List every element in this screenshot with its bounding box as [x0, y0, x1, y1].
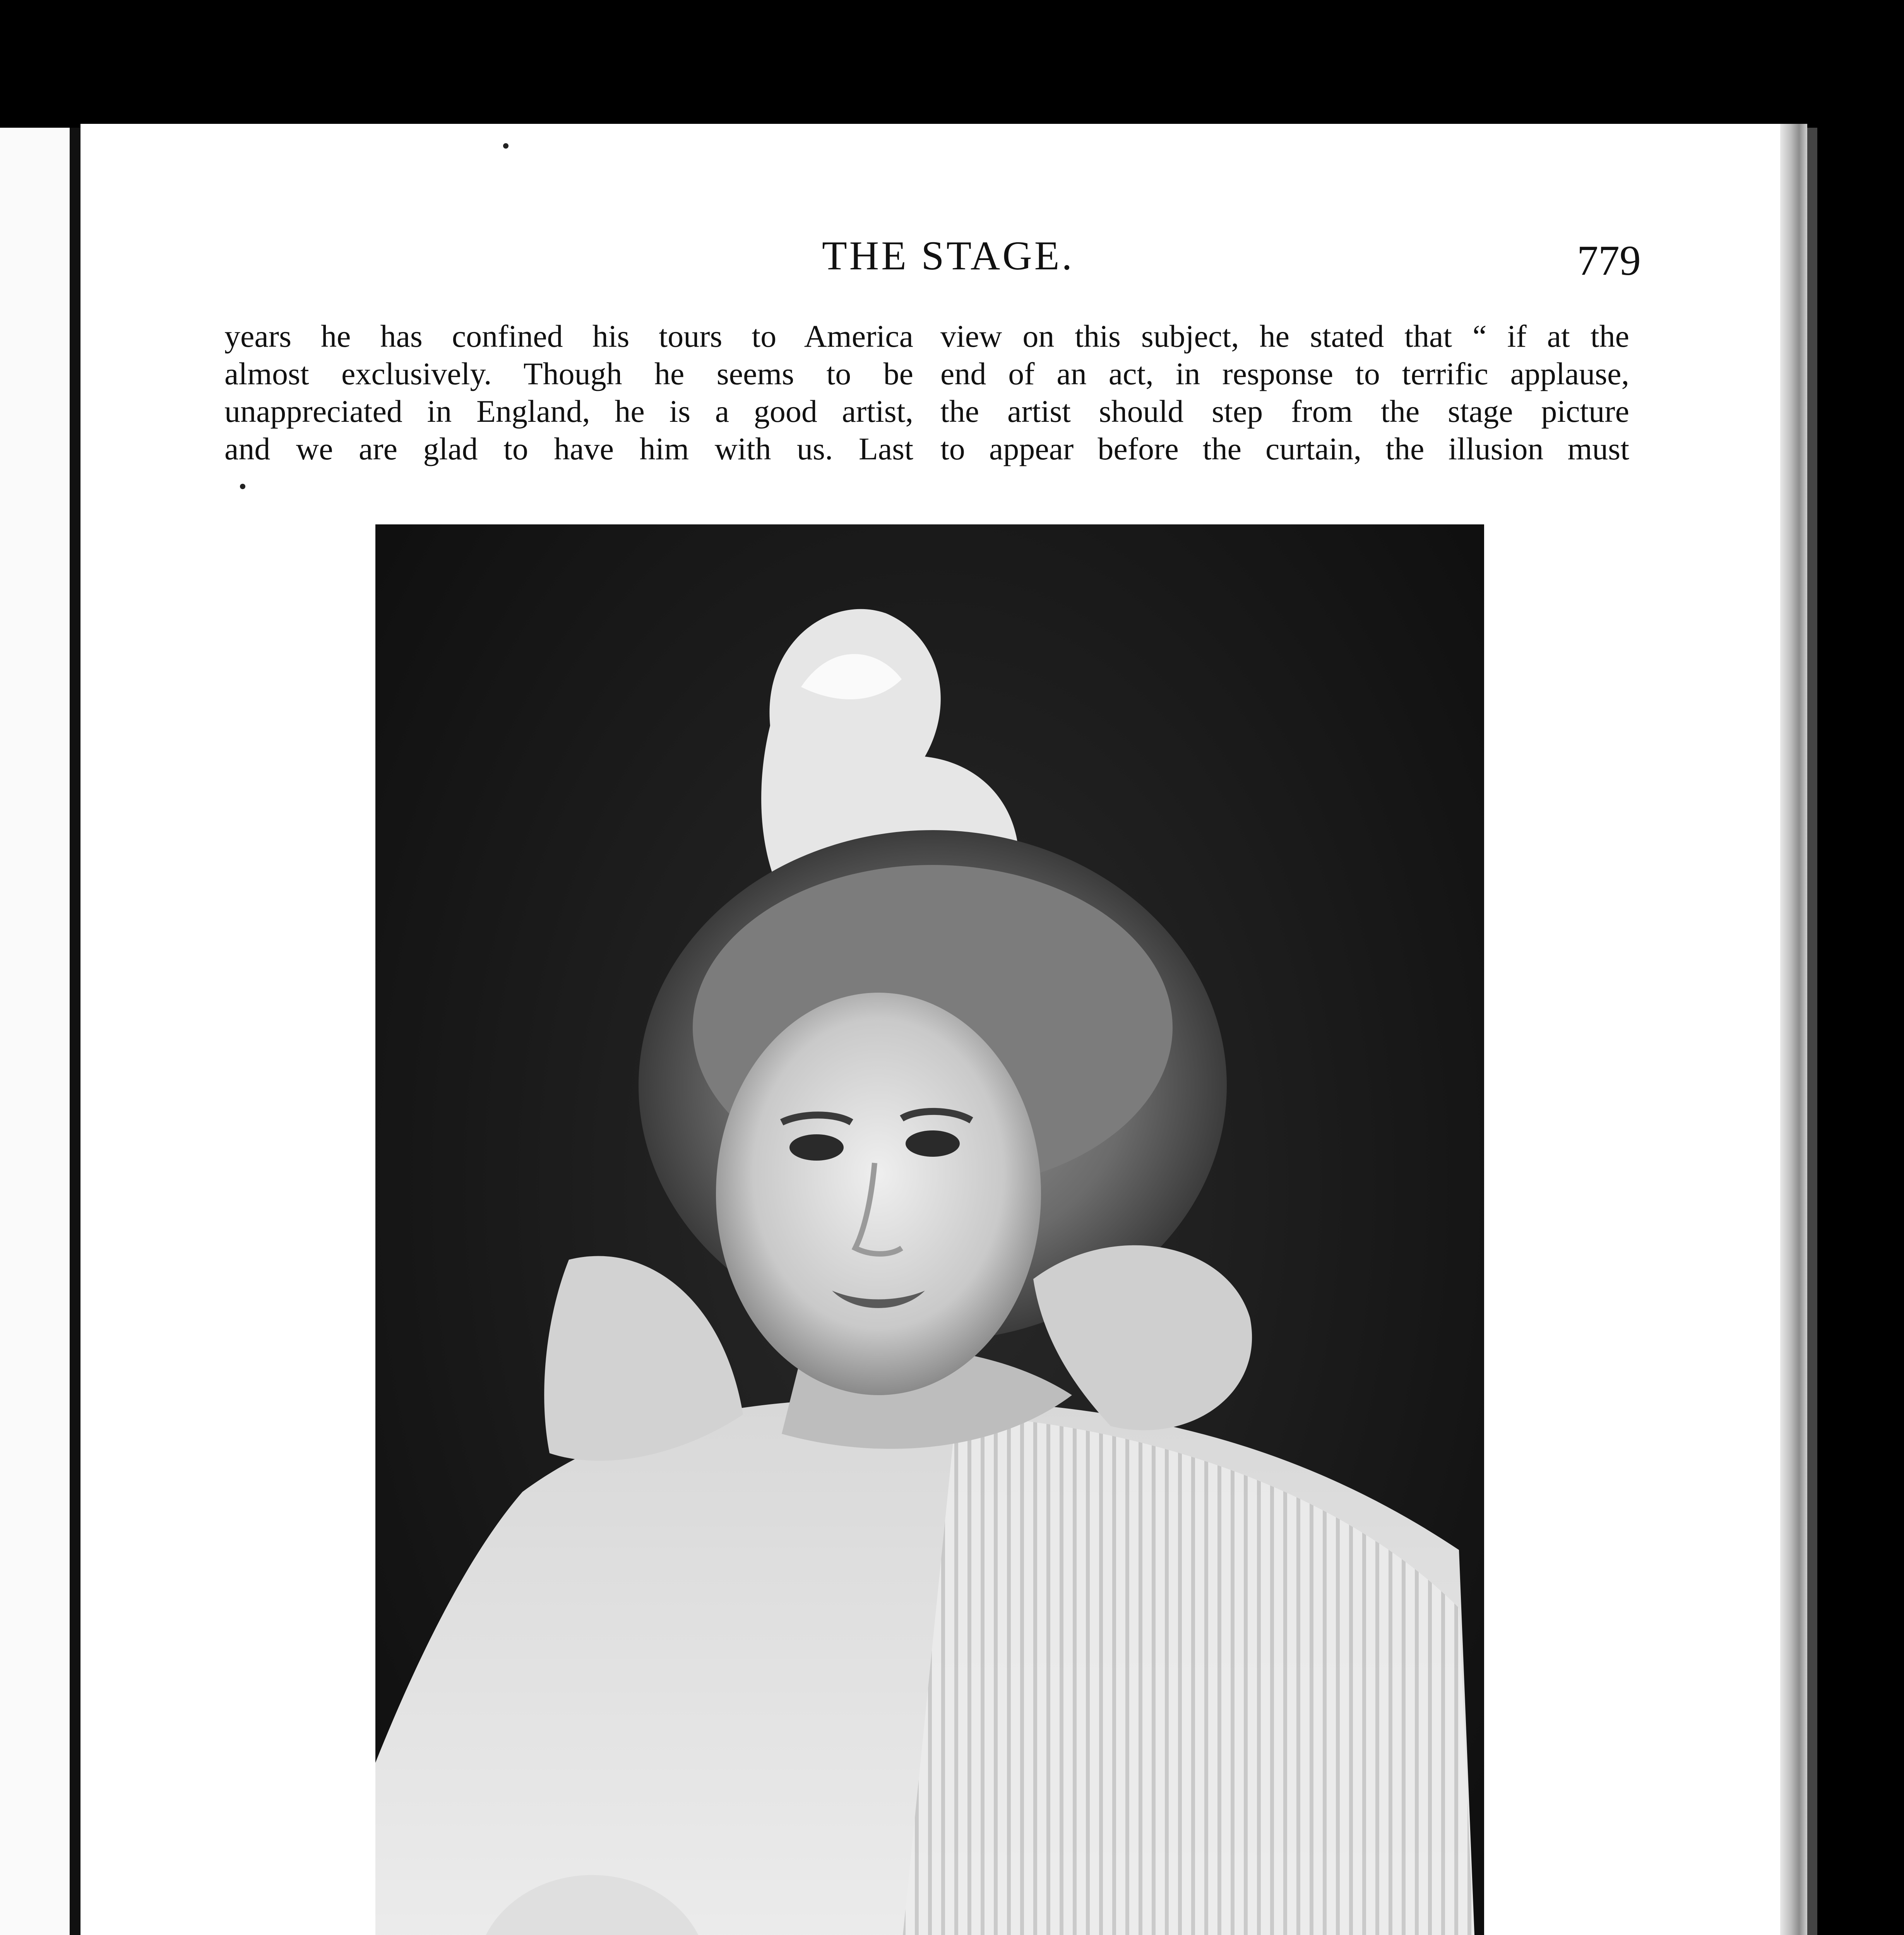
text-line: to appear before the curtain, the illusion must — [940, 431, 1629, 466]
print-speck — [240, 484, 245, 489]
text-line: and we are glad to have him with us. Last — [224, 431, 913, 466]
text-line: view on this subject, he stated that “ if at the — [940, 319, 1629, 354]
text-line: years he has confined his tours to America — [224, 319, 913, 354]
binding-gutter — [70, 128, 80, 1935]
page-stack-edge — [1780, 124, 1807, 1935]
page-edge-shadow — [1807, 128, 1817, 1935]
text-line: end of an act, in response to terrific applause, — [940, 356, 1629, 391]
portrait-photograph — [375, 524, 1484, 1935]
text-line: almost exclusively. Though he seems to be — [224, 356, 913, 391]
text-column-top-right — [940, 317, 1629, 467]
page-number: 779 — [1577, 237, 1641, 284]
text-column-top-left — [224, 317, 913, 467]
text-line: the artist should step from the stage picture — [940, 394, 1629, 429]
print-speck — [503, 143, 509, 149]
running-head: THE STAGE. — [822, 233, 1075, 278]
text-line: unappreciated in England, he is a good artist, — [224, 394, 913, 429]
facing-page-edge — [0, 128, 70, 1935]
